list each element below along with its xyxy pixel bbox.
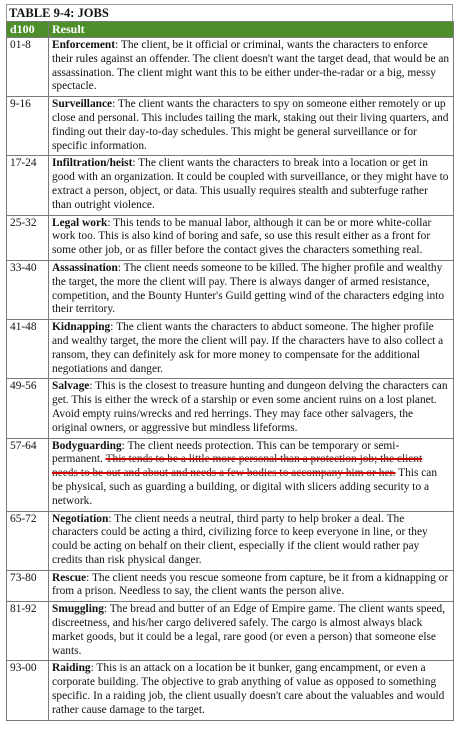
job-description: : The client wants the characters to spy on someone either remotely or up close and personal. This includes tailing the mark, staking out their living quarters, and finding out their day-to-day schedules. This might be general surveillance or for specific information. <box>52 98 449 152</box>
row-result <box>49 570 454 602</box>
job-name: Assassination <box>52 261 118 274</box>
table-row <box>7 38 454 97</box>
row-result <box>49 511 454 570</box>
row-result <box>49 215 454 260</box>
row-roll-range: 33-40 <box>7 260 49 319</box>
row-result <box>49 661 454 720</box>
row-roll-range: 81-92 <box>7 602 49 661</box>
table-row <box>7 602 454 661</box>
job-description: : The client needs you rescue someone from capture, be it from a kidnapping or from a prison. Needless to say, the client wants the person alive. <box>52 571 449 598</box>
job-description: : The client wants the characters to break into a location or get in good with an organization. It could be coupled with surveillance, or they might have to extract a person, object, or data. This usually requires stealth and subterfuge rather than outright violence. <box>52 157 449 211</box>
row-result <box>49 379 454 438</box>
table-title: TABLE 9-4: JOBS <box>6 4 453 21</box>
row-roll-range: 57-64 <box>7 438 49 511</box>
table-row <box>7 511 454 570</box>
table-row <box>7 156 454 215</box>
job-description: : The client wants the characters to abduct someone. The higher profile and wealthy target, the more the client will pay. If the characters have to also collect a ransom, they can definitely ask for more money to compensate for the additional negotiations and danger. <box>52 321 444 375</box>
job-description: : The client, be it official or criminal, wants the characters to enforce their rules against an offender. The client doesn't want the target dead, that would be an assassination. The client might want this to be either under-the-radar or a big, messy spectacle. <box>52 39 450 93</box>
job-description: : The client needs someone to be killed. The higher profile and wealthy the target, the more the client will pay. There is always danger of armed resistance, competition, and the Bounty Hunter's Guild getting wind of the characters edging into their territory. <box>52 261 445 316</box>
row-result <box>49 438 454 511</box>
struck-out-text: This tends to be a little more personal than a protection job; the client needs to be out and about and needs a few bodies to accompany him or her. <box>52 453 423 480</box>
row-roll-range: 01-8 <box>7 38 49 97</box>
job-name: Negotiation <box>52 512 109 525</box>
row-roll-range: 65-72 <box>7 511 49 570</box>
row-result <box>49 320 454 379</box>
job-description: : The bread and butter of an Edge of Empire game. The client wants speed, discreetness, and his/her cargo delivered safely. The cargo is almost always black market goods, but it could be a legal, rare good (or even a person) that someone else wants. <box>52 603 446 657</box>
job-name: Rescue <box>52 571 87 584</box>
row-result <box>49 156 454 215</box>
row-roll-range: 41-48 <box>7 320 49 379</box>
job-name: Infiltration/heist <box>52 157 133 170</box>
table-row <box>7 260 454 319</box>
jobs-table <box>6 21 454 721</box>
job-name: Legal work <box>52 216 108 229</box>
table-row <box>7 661 454 720</box>
row-roll-range: 73-80 <box>7 570 49 602</box>
table-row <box>7 570 454 602</box>
table-row <box>7 215 454 260</box>
job-description: : The client needs protection. This can be temporary or semi-permanent. <box>52 439 400 466</box>
row-roll-range: 93-00 <box>7 661 49 720</box>
job-description: : This is the closest to treasure hunting and dungeon delving the characters can get. This is either the wreck of a starship or even some ancient ruins on a lost planet. Avoid empty ruins/wrecks and red herrings. They may face other salvagers, the original owners, or aggressive but mindless lifeforms. <box>52 380 448 434</box>
row-roll-range: 49-56 <box>7 379 49 438</box>
job-description: : This tends to be manual labor, although it can be or more white-collar work too. This is also kind of boring and safe, so use this result either as a front for some other job, or as filler before the contact gives the characters something real. <box>52 216 432 257</box>
table-row <box>7 438 454 511</box>
job-name: Kidnapping <box>52 321 111 334</box>
job-description-continued: This can be physical, such as guarding a building, or digital with slicers adding security to a network. <box>52 467 438 507</box>
row-result <box>49 602 454 661</box>
row-roll-range: 25-32 <box>7 215 49 260</box>
job-description: : The client needs a neutral, third party to help broker a deal. The characters could be acting a third, civilizing force to keep everyone in line, or they could be acting on behalf on their client, especially if the client would rather pay credits than risk physical danger. <box>52 512 428 566</box>
header-result: Result <box>49 22 454 38</box>
job-name: Bodyguarding <box>52 439 122 452</box>
row-result <box>49 260 454 319</box>
job-name: Surveillance <box>52 98 113 111</box>
row-roll-range: 17-24 <box>7 156 49 215</box>
table-row <box>7 97 454 156</box>
table-row <box>7 320 454 379</box>
row-roll-range: 9-16 <box>7 97 49 156</box>
row-result <box>49 97 454 156</box>
job-name: Salvage <box>52 380 90 393</box>
table-body <box>7 38 454 721</box>
job-name: Raiding <box>52 662 91 675</box>
job-description: : This is an attack on a location be it bunker, gang encampment, or even a corporate building. The objective to grab anything of value as opposed to something specific. In a raiding job, the client usually doesn't care about the valuables and would rather cause damage to the target. <box>52 662 445 716</box>
job-name: Enforcement <box>52 39 116 51</box>
header-row <box>7 22 454 38</box>
table-row <box>7 379 454 438</box>
job-name: Smuggling <box>52 603 104 616</box>
header-roll: d100 <box>7 22 49 38</box>
jobs-table-document <box>6 4 453 721</box>
row-result <box>49 38 454 97</box>
